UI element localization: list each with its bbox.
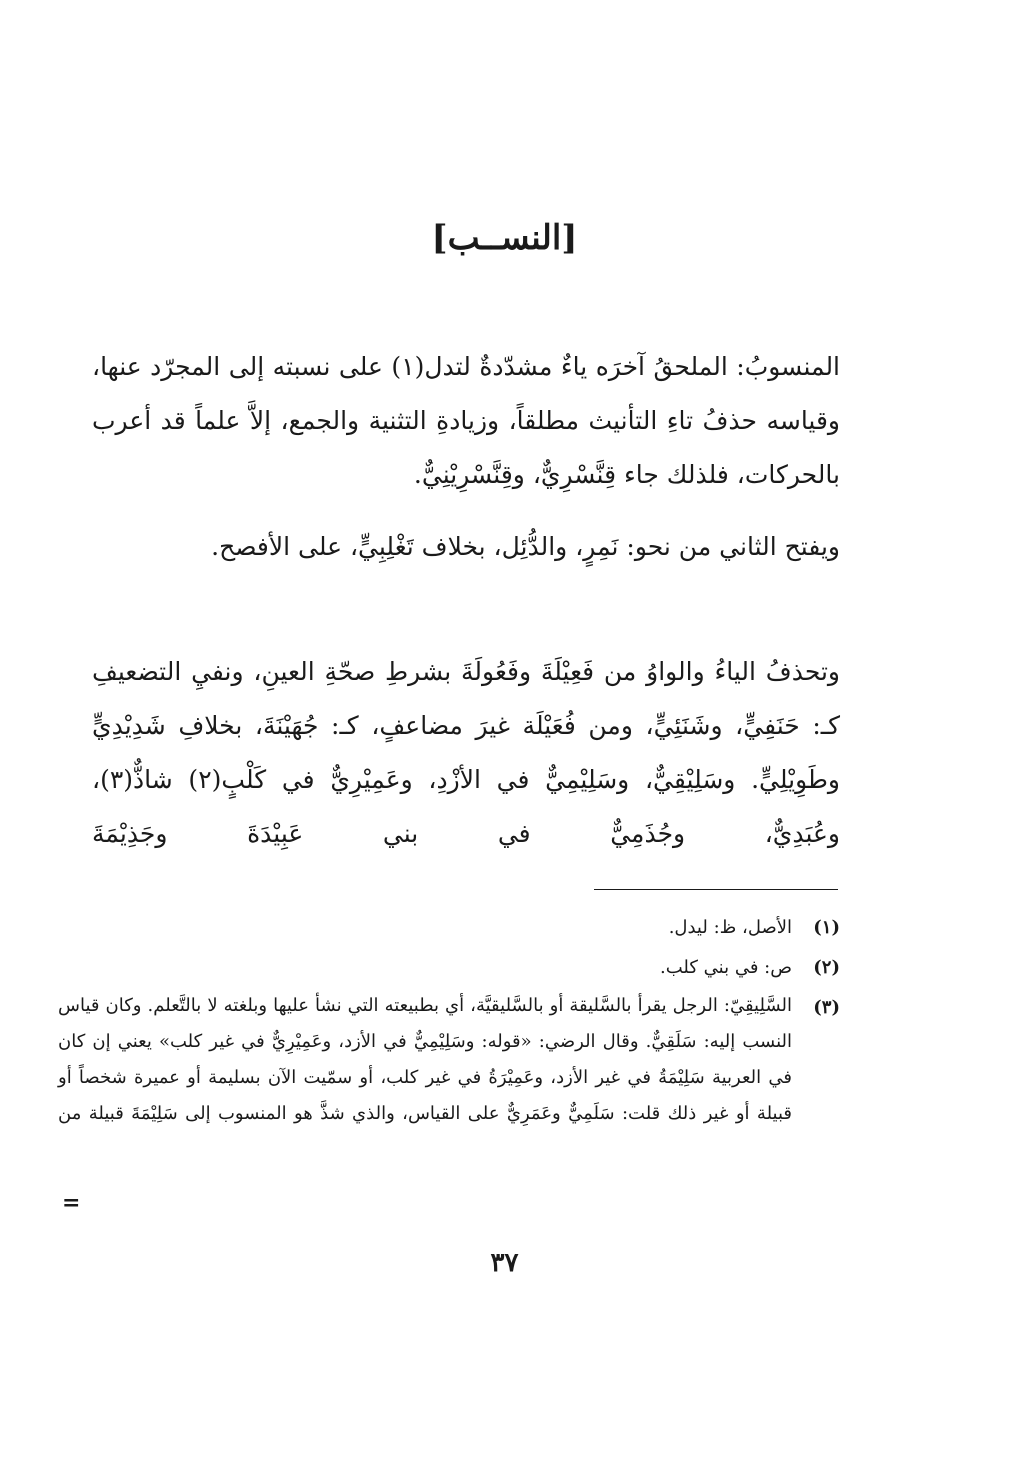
footnote-separator bbox=[594, 889, 838, 890]
continuation-mark: = bbox=[62, 1190, 81, 1216]
footnotes bbox=[58, 908, 840, 1132]
footnote-number: (٢) bbox=[813, 957, 840, 978]
footnote-3 bbox=[58, 988, 840, 1132]
paragraph-1: المنسوبُ: الملحقُ آخرَه ياءٌ مشدّدةٌ لتدل(١) على نسبته إلى المجرّد عنها، وقياسه حذفُ تاءِ التأنيث مطلقاً، وزيادةِ التثنية والجمع، إلاَّ علماً قد أعرب بالحركات، فلذلك جاء قِنَّسْرِيٌّ، وقِنَّسْرِيْنِيٌّ. bbox=[92, 352, 841, 489]
footnote-number: (١) bbox=[813, 917, 840, 938]
footnote-number: (٣) bbox=[813, 997, 840, 1018]
footnote-2 bbox=[58, 948, 840, 988]
footnote-text: السَّلِيقِيّ: الرجل يقرأ بالسَّليقة أو بالسَّليقيَّة، أي بطبيعته التي نشأ عليها وبلغته لا بالتَّعلم. وكان قياس النسب إليه: سَلَقِيٌّ. وقال الرضي: «قوله: وسَلِيْمِيٌّ في الأزد، وعَمِيْرِيٌّ في غير كلب» يعني إن كان في العربية سَلِيْمَةُ في غير الأزد، وعَمِيْرَةُ في غير كلب، أو سمّيت الآن بسليمة أو عميرة شخصاً أو قبيلة أو غير ذلك قلت: سَلَمِيٌّ وعَمَرِيٌّ على القياس، والذي شذَّ هو المنسوب إلى سَلِيْمَةَ قبيلة من bbox=[58, 995, 792, 1124]
paragraph-2: ويفتح الثاني من نحو: نَمِرٍ، والدُّئِل، بخلاف تَغْلِبِيٍّ، على الأفصح. bbox=[211, 532, 840, 561]
footnote-text: ص: في بني كلب. bbox=[660, 957, 792, 978]
section-title: [النســب] bbox=[431, 218, 578, 258]
footnote-text: الأصل، ظ: ليدل. bbox=[668, 917, 792, 938]
footnote-1 bbox=[58, 908, 840, 948]
paragraph-3: وتحذفُ الياءُ والواوُ من فَعِيْلَةَ وفَعُولَةَ بشرطِ صحّةِ العينِ، ونفيِ التضعيفِ كـ: حَنَفِيٍّ، وشَنَئِيٍّ، ومن فُعَيْلَة غيرَ مضاعفٍ، كـ: جُهَيْنَةَ، بخلافِ شَدِيْدِيٍّ وطَوِيْلِيٍّ. وسَلِيْقِيٌّ، وسَلِيْمِيٌّ في الأزْدِ، وعَمِيْرِيٌّ في كَلْبٍ(٢) شاذٌّ(٣)، وعُبَدِيٌّ، وجُذَمِيٌّ في بني عَبِيْدَةَ وجَذِيْمَةَ bbox=[92, 657, 840, 848]
page-number: ٣٧ bbox=[490, 1248, 519, 1278]
